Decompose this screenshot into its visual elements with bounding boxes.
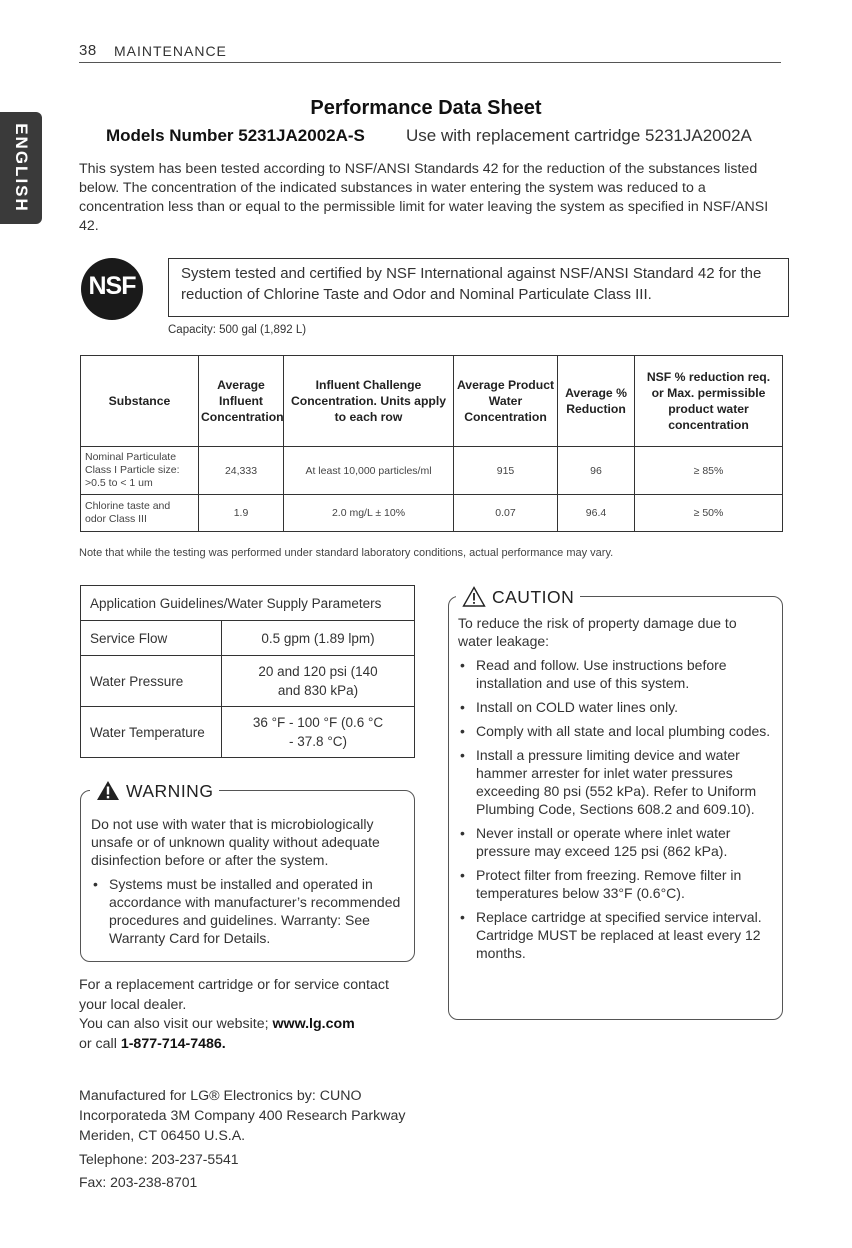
table-cell: 1.9: [199, 495, 284, 532]
warning-icon: [96, 780, 120, 801]
table-row: [81, 656, 415, 707]
table-cell: At least 10,000 particles/ml: [284, 447, 454, 495]
list-item: • Systems must be installed and operated in accordance with manufacturer’s recommended procedures and guidelines. Warranty: See Warranty Card for Details.: [109, 875, 407, 947]
column-header: Average Influent Concentration: [199, 356, 284, 447]
caution-list: [458, 656, 774, 962]
warning-list: [91, 875, 407, 947]
column-header: Average Product Water Concentration: [454, 356, 558, 447]
column-header: NSF % reduction req. or Max. permissible product water concentration: [635, 356, 783, 447]
manufacturer-info: Manufactured for LG® Electronics by: CUNO Incorporateda 3M Company 400 Research Parkway Meriden, CT 06450 U.S.A.: [79, 1088, 406, 1144]
telephone: Telephone: 203-237-5541: [79, 1151, 239, 1167]
caution-heading: [456, 586, 580, 608]
caution-title: CAUTION: [492, 587, 575, 607]
list-item: • Comply with all state and local plumbing codes.: [476, 722, 774, 740]
caution-icon: [462, 586, 486, 607]
column-header: Influent Challenge Concentration. Units apply to each row: [284, 356, 454, 447]
table-row: [81, 447, 783, 495]
application-guidelines-table: [80, 585, 415, 758]
table-cell: 36 °F - 100 °F (0.6 °C - 37.8 °C): [222, 707, 415, 758]
table-row: [81, 707, 415, 758]
phone-number: 1-877-714-7486.: [120, 1035, 226, 1052]
list-item: • Never install or operate where inlet water pressure may exceed 125 psi (862 kPa).: [476, 824, 774, 860]
website-link[interactable]: www.lg.com: [272, 1016, 355, 1032]
page-title: Performance Data Sheet: [310, 97, 542, 119]
table-cell: Water Temperature: [81, 707, 222, 758]
table-cell: 24,333: [199, 447, 284, 495]
list-item: • Read and follow. Use instructions before installation and use of this system.: [476, 656, 774, 692]
section-title: MAINTENANCE: [114, 43, 227, 59]
table-row: [81, 621, 415, 656]
caution-body: [458, 614, 774, 968]
call-text: or call: [79, 1035, 117, 1052]
table-cell: Service Flow: [81, 621, 222, 656]
table-cell: 0.07: [454, 495, 558, 532]
performance-table: [80, 355, 783, 532]
capacity-text: Capacity: 500 gal (1,892 L): [168, 324, 307, 336]
caution-text: To reduce the risk of property damage due to water leakage:: [458, 615, 737, 649]
nsf-certification-box: System tested and certified by NSF International against NSF/ANSI Standard 42 for the reduction of Chlorine Taste and Odor and Nominal Particulate Class III.: [168, 258, 789, 317]
nsf-logo-icon: [81, 258, 143, 320]
page-number: 38: [79, 42, 97, 59]
warning-title: WARNING: [126, 781, 214, 801]
table-header-row: [81, 356, 783, 447]
table-cell: ≥ 50%: [635, 495, 783, 532]
cartridge-text: Use with replacement cartridge 5231JA2002A: [406, 126, 752, 145]
table-cell: 915: [454, 447, 558, 495]
table-cell: 0.5 gpm (1.89 lpm): [222, 621, 415, 656]
warning-body: [91, 815, 407, 953]
table-cell: 96: [558, 447, 635, 495]
table-cell: 20 and 120 psi (140 and 830 kPa): [222, 656, 415, 707]
warning-text: Do not use with water that is microbiologically unsafe or of unknown quality without adequate disinfection before or after the system.: [91, 816, 380, 868]
language-tab: [0, 112, 42, 224]
warning-heading: [90, 780, 219, 802]
language-tab-label: ENGLISH: [12, 123, 31, 213]
list-item: • Protect filter from freezing. Remove filter in temperatures below 33°F (0.6°C).: [476, 866, 774, 902]
nsf-logo-text: NSF: [88, 272, 136, 300]
table-cell: 2.0 mg/L ± 10%: [284, 495, 454, 532]
table-cell: Water Pressure: [81, 656, 222, 707]
models-number: Models Number 5231JA2002A-S: [106, 126, 365, 145]
table-header-row: [81, 586, 415, 621]
table-cell: Chlorine taste and odor Class III: [81, 495, 199, 532]
list-item: • Install a pressure limiting device and water hammer arrester for inlet water pressures exceeding 80 psi (552 kPa). Refer to Uniform Plumbing Code, Sections 608.2 and 609.10).: [476, 746, 774, 818]
table-cell: Nominal Particulate Class I Particle size: >0.5 to < 1 um: [81, 447, 199, 495]
service-contact: [79, 976, 419, 1054]
table-cell: ≥ 85%: [635, 447, 783, 495]
table-title: Application Guidelines/Water Supply Parameters: [81, 586, 415, 621]
list-item: • Replace cartridge at specified service interval. Cartridge MUST be replaced at least every 12 months.: [476, 908, 774, 962]
list-item: • Install on COLD water lines only.: [476, 698, 774, 716]
table-row: [81, 495, 783, 532]
column-header: Substance: [81, 356, 199, 447]
model-line: [106, 126, 752, 146]
service-text: For a replacement cartridge or for service contact your local dealer.: [79, 977, 389, 1013]
performance-note: Note that while the testing was performed under standard laboratory conditions, actual performance may vary.: [79, 547, 614, 559]
header-divider: [79, 62, 781, 63]
column-header: Average % Reduction: [558, 356, 635, 447]
fax: Fax: 203-238-8701: [79, 1174, 198, 1190]
website-text: You can also visit our website;: [79, 1016, 269, 1032]
intro-paragraph: This system has been tested according to NSF/ANSI Standards 42 for the reduction of the substances listed below. The concentration of the indicated substances in water entering the system was reduced to a concentration less than or equal to the permissible limit for water leaving the system as specified in NSF/ANSI 42.: [79, 161, 769, 234]
table-cell: 96.4: [558, 495, 635, 532]
